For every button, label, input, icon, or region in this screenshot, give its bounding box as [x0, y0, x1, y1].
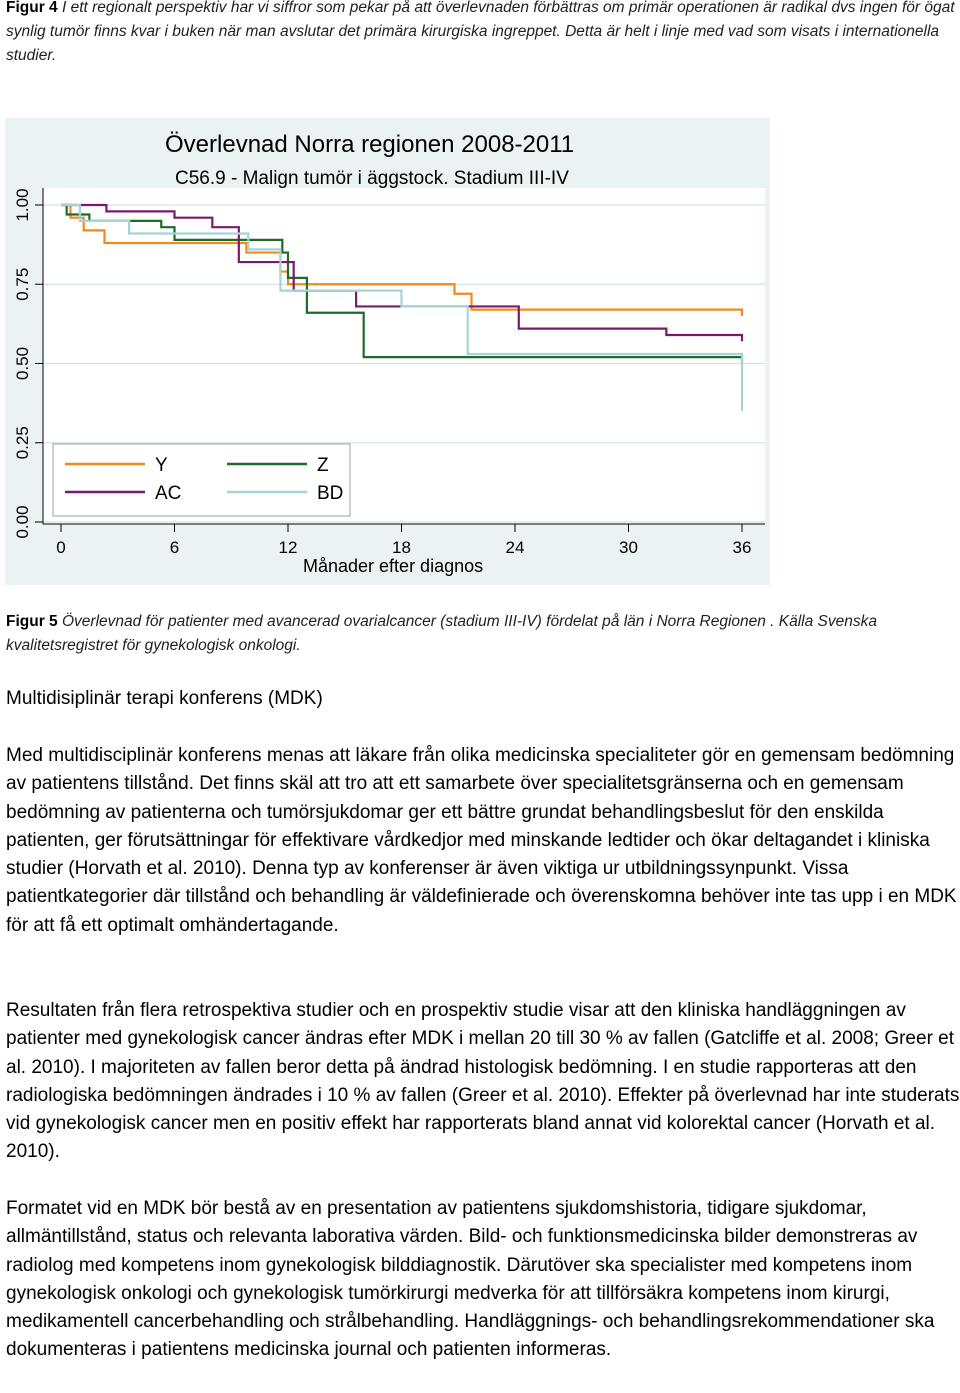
paragraph-2: Resultaten från flera retrospektiva studier och en prospektiv studie visar att den kliniska handläggningen av patienter med gynekologisk cancer ändras efter MDK i mellan 20 till 30 % av fallen (Gatcliffe et al. 2008; Greer et al. 2010). I majoriteten av fallen beror detta på ändrad histologisk bedömning. I en studie rapporteras att den radiologiska bedömningen ändrades i 10 % av fallen (Greer et al. 2010). Effekter på överlevnad har inte studerats vid gynekologisk cancer men en positiv effekt har rapporterats bland annat vid kolorektal cancer (Horvath et al. 2010).: [6, 1000, 960, 1163]
figure-4-text: I ett regionalt perspektiv har vi siffror som pekar på att överlevnaden förbättras om primär operationen är radikal dvs ingen för ögat synlig tumör finns kvar i buken när man avslutar det primära kirurgiska ingreppet. Detta är helt i linje med vad som visats i internationella studier.: [6, 0, 955, 64]
y-tick-label: 0.00: [13, 505, 32, 539]
section-heading: Multidisiplinär terapi konferens (MDK): [6, 688, 323, 709]
chart-subtitle: C56.9 - Malign tumör i äggstock. Stadium III-IV: [175, 168, 569, 189]
y-tick-label: 0.50: [13, 346, 32, 381]
x-tick-label: 0: [56, 538, 66, 557]
figure-5-text: Överlevnad för patienter med avancerad ovarialcancer (stadium III-IV) fördelat på län i Norra Regionen . Källa Svenska kvalitetsregistret för gynekologisk onkologi.: [6, 613, 878, 654]
legend-label-ac: AC: [155, 483, 182, 504]
x-tick-label: 24: [505, 538, 525, 557]
legend-box: [53, 444, 350, 516]
legend-label-z: Z: [317, 455, 329, 476]
y-tick-label: 1.00: [13, 188, 32, 222]
chart-title: Överlevnad Norra regionen 2008-2011: [165, 131, 575, 158]
y-tick-label: 0.25: [13, 426, 32, 460]
x-tick-label: 30: [619, 538, 638, 557]
figure-5-caption: [6, 610, 956, 658]
figure-4-label: Figur 4: [6, 0, 58, 16]
y-tick-label: 0.75: [13, 267, 32, 301]
legend-label-bd: BD: [317, 483, 344, 504]
x-tick-label: 12: [278, 538, 298, 557]
x-tick-label: 36: [732, 538, 752, 557]
figure-5-label: Figur 5: [6, 613, 58, 630]
survival-chart-svg: [5, 118, 770, 585]
x-tick-label: 6: [169, 538, 180, 557]
paragraph-3: Formatet vid en MDK bör bestå av en presentation av patientens sjukdomshistoria, tidigare sjukdomar, allmäntillstånd, status och relevanta laborativa värden. Bild- och funktionsmedicinska bilder demonstreras av radiolog med kompetens inom gynekologisk bilddiagnostik. Därutöver ska specialister med kompetens inom gynekologisk onkologi och gynekologisk tumörkirurgi medverka för att tillförsäkra kompetens inom kirurgi, medikamentell cancerbehandling och strålbehandling. Handläggnings- och behandlingsrekommendationer ska dokumenteras i patientens medicinska journal och patienten informeras.: [6, 1198, 935, 1361]
paragraph-1: Med multidisciplinär konferens menas att läkare från olika medicinska specialiteter gör en gemensam bedömning av patientens tillstånd. Det finns skäl att tro att ett samarbete över specialitetsgränserna och en gemensam bedömning av patienterna och tumörsjukdomar ger ett bättre grundat behandlingsbeslut för den enskilda patienten, ger förutsättningar för effektivare vårdkedjor med minskande ledtider och ökar deltagandet i kliniska studier (Horvath et al. 2010). Denna typ av konferenser är även viktiga ur utbildningssynpunkt. Vissa patientkategorier där tillstånd och behandling är väldefinierade och överenskomna behöver inte tas upp i en MDK för att få ett optimalt omhändertagande.: [6, 745, 957, 936]
survival-chart: [5, 118, 770, 585]
legend-label-y: Y: [155, 455, 168, 476]
x-axis-title: Månader efter diagnos: [303, 556, 484, 576]
x-tick-label: 18: [392, 538, 411, 557]
figure-4-caption: [6, 0, 956, 68]
